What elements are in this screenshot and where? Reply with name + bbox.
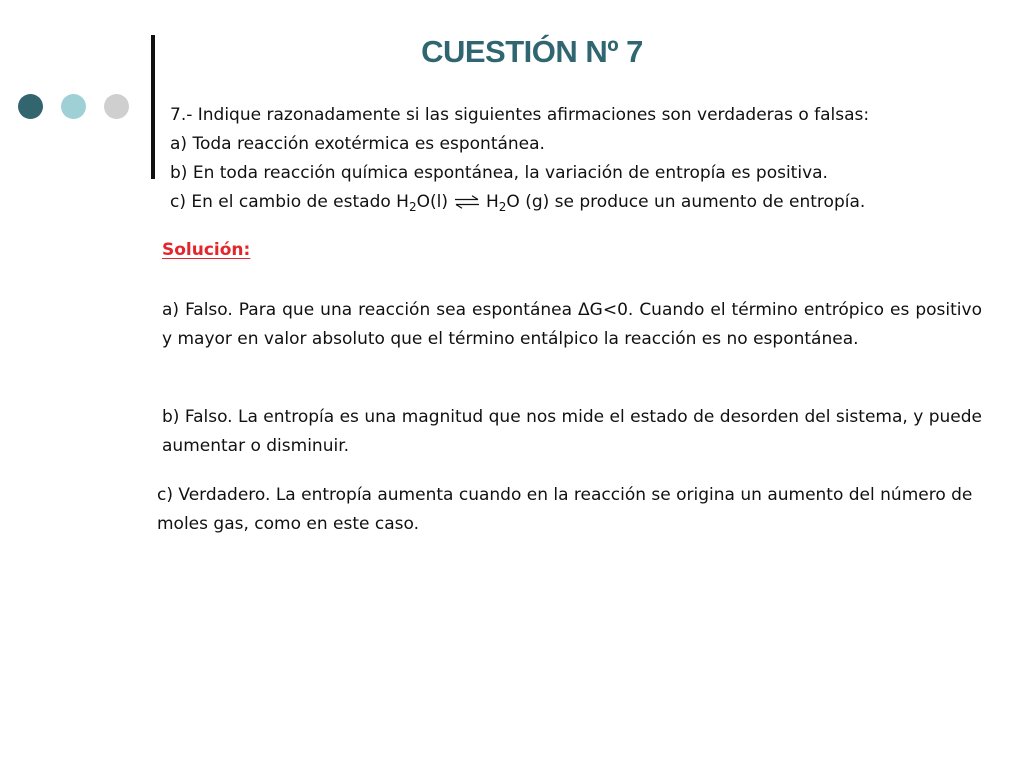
item-c-prefix: c) En el cambio de estado H: [170, 192, 409, 212]
subscript-2: 2: [408, 200, 417, 214]
question-block: [170, 101, 869, 218]
question-item-a: a) Toda reacción exotérmica es espontánea.: [170, 134, 545, 154]
vertical-divider: [151, 35, 155, 179]
question-item-c: [170, 188, 869, 218]
decorative-dot-light: [61, 94, 86, 119]
slide-title: CUESTIÓN Nº 7: [421, 34, 643, 69]
answer-a: a) Falso. Para que una reacción sea espontánea ΔG<0. Cuando el término entrópico es positivo y mayor en valor absoluto que el término entálpico la reacción es no espontánea.: [162, 300, 982, 349]
answer-c: c) Verdadero. La entropía aumenta cuando en la reacción se origina un aumento del número de moles gas, como en este caso.: [157, 485, 973, 534]
decorative-dot-dark: [18, 94, 43, 119]
question-item-b: b) En toda reacción química espontánea, la variación de entropía es positiva.: [170, 163, 828, 183]
decorative-dot-gray: [104, 94, 129, 119]
question-intro: 7.- Indique razonadamente si las siguientes afirmaciones son verdaderas o falsas:: [170, 105, 870, 125]
answer-b: b) Falso. La entropía es una magnitud que nos mide el estado de desorden del sistema, y puede aumentar o disminuir.: [162, 407, 982, 456]
item-c-h: H: [485, 192, 499, 212]
solution-heading: Solución:: [162, 240, 251, 260]
item-c-suffix: O (g) se produce un aumento de entropía.: [506, 192, 866, 212]
equilibrium-arrows-icon: [454, 195, 480, 209]
item-c-state-liquid: O(l): [416, 192, 448, 212]
subscript-2b: 2: [498, 200, 507, 214]
